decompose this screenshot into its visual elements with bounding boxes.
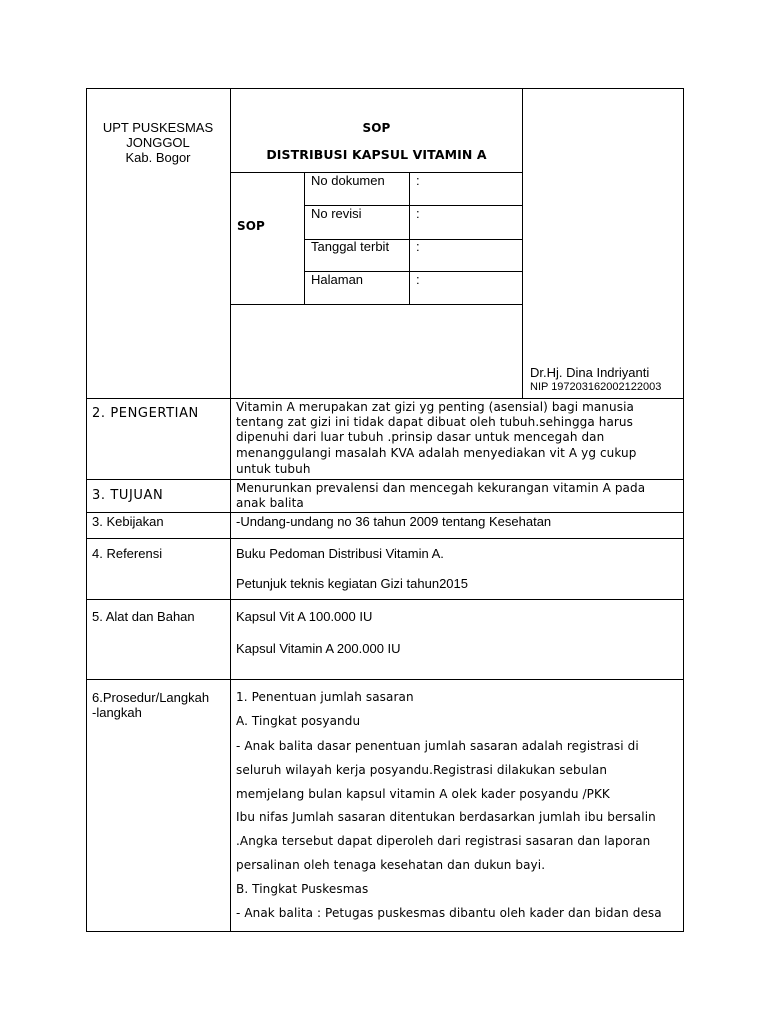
section-label-pengertian: 2. PENGERTIAN: [92, 406, 199, 421]
section-label-kebijakan: 3. Kebijakan: [92, 514, 164, 529]
section-body-kebijakan: -Undang-undang no 36 tahun 2009 tentang Kesehatan: [236, 514, 552, 529]
org-name: UPT PUSKESMAS: [102, 120, 214, 135]
section-label-prosedur-cont: -langkah: [92, 705, 142, 720]
field-value-no-dokumen: :: [416, 173, 420, 188]
org-location: JONGGOL: [126, 135, 190, 150]
doc-title: DISTRIBUSI KAPSUL VITAMIN A: [266, 147, 487, 162]
signer-nip: NIP 197203162002122003: [530, 381, 662, 393]
field-label-no-dokumen: No dokumen: [311, 173, 385, 188]
sop-label: SOP: [237, 219, 265, 233]
field-label-no-revisi: No revisi: [311, 206, 362, 221]
doc-type-title: SOP: [362, 121, 391, 135]
referensi-item: Buku Pedoman Distribusi Vitamin A.: [236, 546, 444, 561]
section-label-tujuan: 3. TUJUAN: [92, 488, 164, 503]
alat-item: Kapsul Vit A 100.000 IU: [236, 609, 373, 624]
field-label-tanggal-terbit: Tanggal terbit: [311, 239, 390, 254]
field-value-tanggal-terbit: :: [416, 239, 420, 254]
field-value-no-revisi: :: [416, 206, 420, 221]
field-value-halaman: :: [416, 272, 420, 287]
section-label-referensi: 4. Referensi: [92, 546, 163, 561]
field-label-halaman: Halaman: [311, 272, 364, 287]
alat-item: Kapsul Vitamin A 200.000 IU: [236, 641, 401, 656]
section-label-alat-bahan: 5. Alat dan Bahan: [92, 609, 195, 624]
org-region: Kab. Bogor: [125, 150, 191, 165]
referensi-item: Petunjuk teknis kegiatan Gizi tahun2015: [236, 576, 468, 591]
signer-name: Dr.Hj. Dina Indriyanti: [530, 365, 650, 380]
section-label-prosedur: 6.Prosedur/Langkah: [92, 690, 210, 705]
